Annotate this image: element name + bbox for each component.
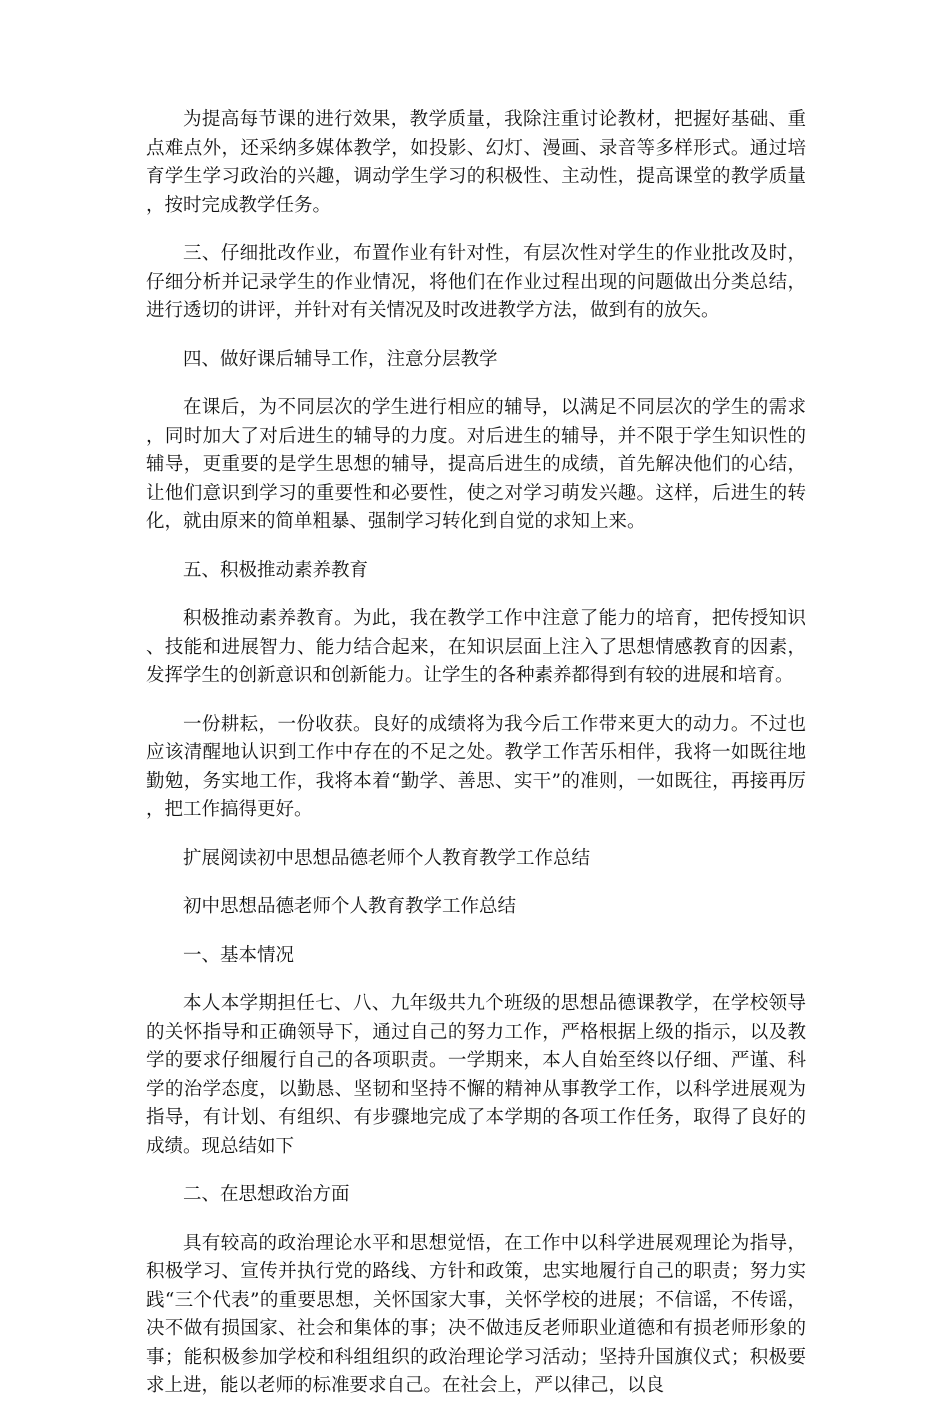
section-heading-quality-education: 五、积极推动素养教育 xyxy=(183,559,369,581)
paragraph-homework-grading: 三、仔细批改作业，布置作业有针对性，有层次性对学生的作业批改及时，仔细分析并记录学生的作业情况，将他们在作业过程出现的问题做出分类总结，进行透切的讲评，并针对有关情况及时改进教学方法，做到有的放矢。 xyxy=(146,243,806,321)
paragraph-basic-situation: 本人本学期担任七、八、九年级共九个班级的思想品德课教学，在学校领导的关怀指导和正确领导下，通过自己的努力工作，严格根据上级的指示，以及教学的要求仔细履行自己的各项职责。一学期来，本人自始至终以仔细、严谨、科学的治学态度，以勤恳、坚韧和坚持不懈的精神从事教学工作，以科学进展观为指导，有计划、有组织、有步骤地完成了本学期的各项工作任务，取得了良好的成绩。现总结如下 xyxy=(146,993,806,1157)
extended-reading-title: 扩展阅读初中思想品德老师个人教育教学工作总结 xyxy=(183,847,591,869)
section-heading-basic-situation: 一、基本情况 xyxy=(183,944,295,966)
paragraph-tutoring: 在课后，为不同层次的学生进行相应的辅导，以满足不同层次的学生的需求，同时加大了对后进生的辅导的力度。对后进生的辅导，并不限于学生知识性的辅导，更重要的是学生思想的辅导，提高后进生的成绩，首先解决他们的心结，让他们意识到学习的重要性和必要性，使之对学习萌发兴趣。这样，后进生的转化，就由原来的简单粗暴、强制学习转化到自觉的求知上来。 xyxy=(146,397,806,532)
paragraph-political-thought: 具有较高的政治理论水平和思想觉悟，在工作中以科学进展观理论为指导，积极学习、宣传并执行党的路线、方针和政策，忠实地履行自己的职责；努力实践“三个代表”的重要思想，关怀国家大事，关怀学校的进展；不信谣，不传谣，决不做有损国家、社会和集体的事；决不做违反老师职业道德和有损老师形象的事；能积极参加学校和科组组织的政治理论学习活动；坚持升国旗仪式；积极要求上进，能以老师的标准要求自己。在社会上，严以律己，以良 xyxy=(146,1232,806,1396)
document-page xyxy=(146,106,806,1421)
section-heading-political-thought: 二、在思想政治方面 xyxy=(183,1184,350,1205)
article-title: 初中思想品德老师个人教育教学工作总结 xyxy=(183,896,517,917)
section-heading-tutoring: 四、做好课后辅导工作，注意分层教学 xyxy=(183,348,498,370)
paragraph-conclusion: 一份耕耘，一份收获。良好的成绩将为我今后工作带来更大的动力。不过也应该清醒地认识到工作中存在的不足之处。教学工作苦乐相伴，我将一如既往地勤勉，务实地工作，我将本着“勤学、善思、实干”的准则，一如既往，再接再厉，把工作搞得更好。 xyxy=(146,713,806,820)
paragraph-teaching-methods: 为提高每节课的进行效果，教学质量，我除注重讨论教材，把握好基础、重点难点外，还采纳多媒体教学，如投影、幻灯、漫画、录音等多样形式。通过培育学生学习政治的兴趣，调动学生学习的积极性、主动性，提高课堂的教学质量，按时完成教学任务。 xyxy=(146,109,806,216)
paragraph-quality-education: 积极推动素养教育。为此，我在教学工作中注意了能力的培育，把传授知识、技能和进展智力、能力结合起来，在知识层面上注入了思想情感教育的因素，发挥学生的创新意识和创新能力。让学生的各种素养都得到有较的进展和培育。 xyxy=(146,608,806,686)
